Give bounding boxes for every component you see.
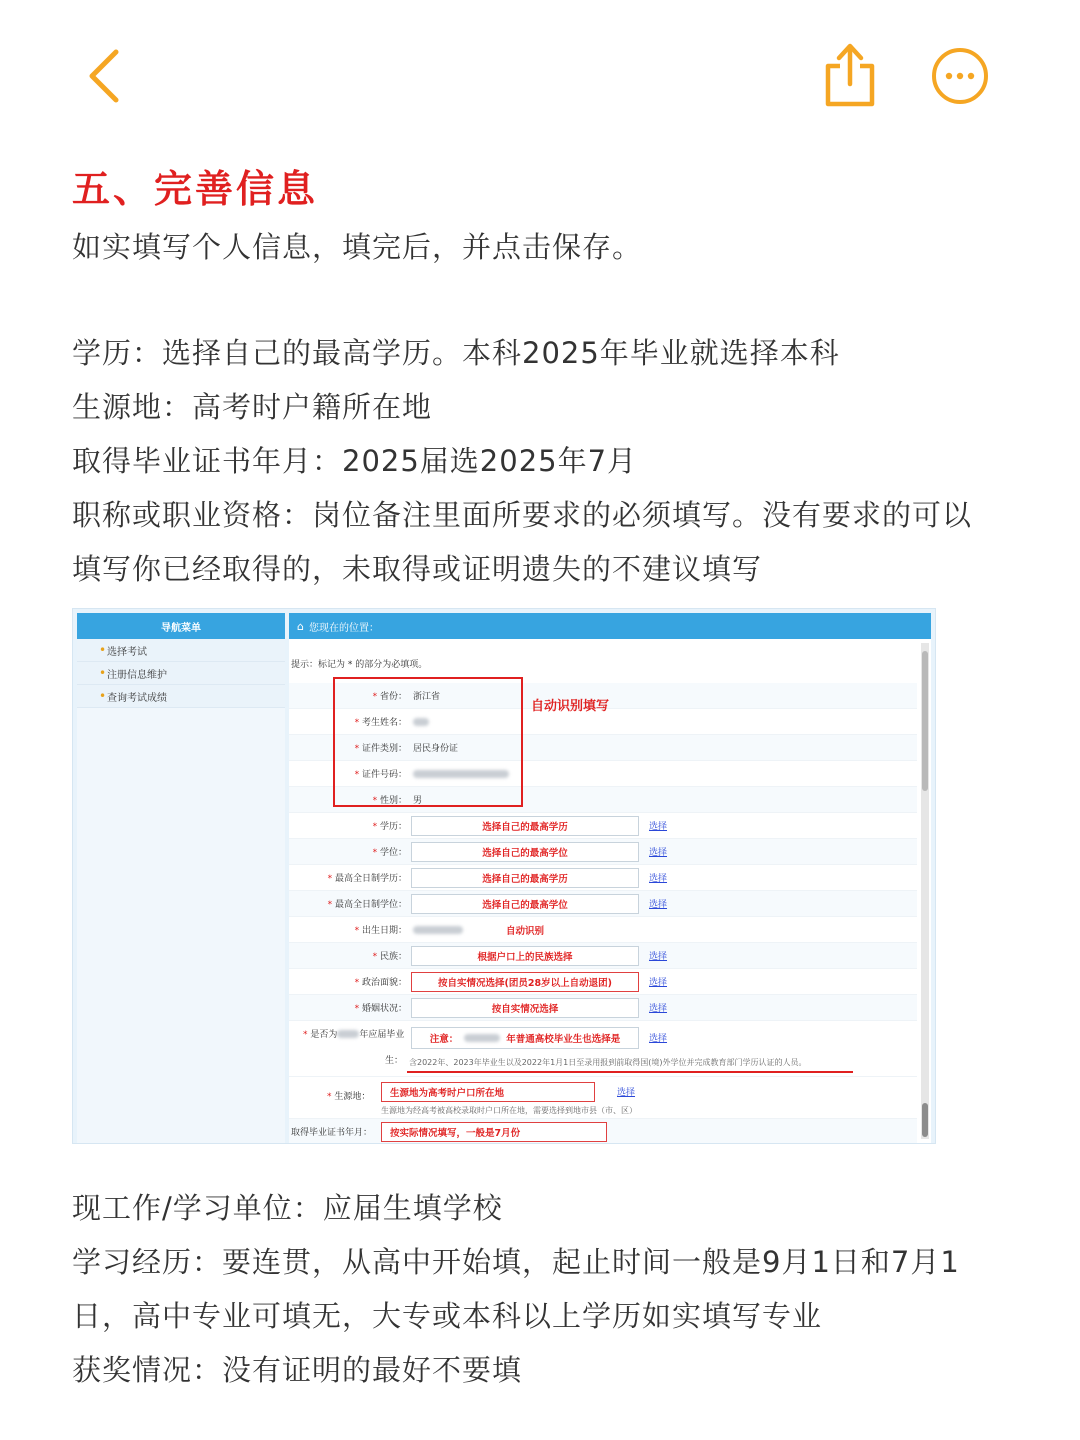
required-tip: 提示：标记为 * 的部分为必填项。 bbox=[291, 660, 428, 670]
scrollbar bbox=[921, 643, 929, 1139]
text-line: 获奖情况：没有证明的最好不要填 bbox=[72, 1353, 523, 1387]
more-icon bbox=[928, 44, 992, 108]
sidebar-title: 导航菜单 bbox=[77, 613, 285, 639]
home-icon: ⌂ bbox=[297, 619, 304, 633]
origin-note: 生源地为经高考被高校录取时户口所在地，需要选择到地市县（市、区） bbox=[381, 1106, 637, 1115]
pick-link: 选择 bbox=[649, 952, 668, 962]
form-row: * 民族： 根据户口上的民族选择 选择 bbox=[289, 943, 917, 969]
origin-select: 生源地为高考时户口所在地 bbox=[381, 1082, 595, 1102]
certificate-date-input: 按实际情况填写，一般是7月份 bbox=[381, 1122, 607, 1142]
form-row: * 证件类别： 居民身份证 bbox=[289, 735, 917, 761]
text-line: 职称或职业资格：岗位备注里面所要求的必须填写。没有要求的可以 bbox=[72, 498, 973, 532]
location-bar bbox=[289, 613, 931, 639]
field-label: 生： bbox=[385, 1056, 404, 1066]
top-nav-bar bbox=[0, 0, 1080, 150]
sidebar-item: • 注册信息维护 bbox=[77, 662, 285, 685]
field-value: 浙江省 bbox=[413, 692, 441, 702]
pick-link: 选择 bbox=[649, 822, 668, 832]
section-heading: 五、完善信息 bbox=[72, 167, 319, 211]
form-row: * 省份： 浙江省 bbox=[289, 683, 917, 709]
location-text: 您现在的位置： bbox=[308, 622, 379, 634]
sidebar-nav bbox=[77, 613, 285, 1143]
intro-text: 如实填写个人信息，填完后，并点击保存。 bbox=[72, 230, 643, 264]
instructions-block-2 bbox=[72, 1181, 960, 1397]
form-row: * 出生日期： 自动识别 bbox=[289, 917, 917, 943]
form-row: * 性别： 男 bbox=[289, 787, 917, 813]
hint-text: 年普通高校毕业生也选择是 bbox=[506, 1034, 621, 1045]
field-label: 民族： bbox=[379, 952, 407, 962]
sidebar-item: • 查询考试成绩 bbox=[77, 685, 285, 708]
field-label: 生源地： bbox=[334, 1092, 371, 1102]
fulltime-education-select: 选择自己的最高学历 bbox=[411, 868, 639, 888]
field-label: 婚姻状况： bbox=[361, 1004, 407, 1014]
form-row bbox=[289, 1119, 917, 1144]
pick-link: 选择 bbox=[649, 848, 668, 858]
sidebar-item: • 选择考试 bbox=[77, 639, 285, 662]
more-button[interactable] bbox=[928, 44, 992, 108]
form-row: * 生源地： 生源地为高考时户口所在地 选择 生源地为经高考被高校录取时户口所在地，需要选择到地市县（市、区） bbox=[289, 1079, 917, 1119]
field-label: 证件类别： bbox=[361, 744, 407, 754]
field-label: 出生日期： bbox=[361, 926, 407, 936]
text-line: 学习经历：要连贯，从高中开始填，起止时间一般是9月1日和7月1 bbox=[72, 1245, 960, 1279]
field-label: 学位： bbox=[379, 848, 407, 858]
auto-fill-annotation: 自动识别填写 bbox=[531, 699, 610, 714]
field-label: 省份： bbox=[379, 692, 407, 702]
pick-link: 选择 bbox=[649, 1004, 668, 1014]
text-line: 日，高中专业可填无，大专或本科以上学历如实填写专业 bbox=[72, 1299, 823, 1333]
field-label: 年应届毕业 bbox=[359, 1030, 405, 1040]
form-row: * 是否为 年应届毕业 生： 注意： 年普通高校毕业生也选择是 选择 含2022年、2023年毕业生以及2022年1月1日至录用报到前取得国(境)外学位并完成教育部门学历认证的人员。 bbox=[289, 1021, 917, 1077]
field-label: 学历： bbox=[379, 822, 407, 832]
birth-auto-hint: 自动识别 bbox=[505, 926, 544, 937]
field-label: 取得毕业证书年月： bbox=[291, 1128, 373, 1138]
pick-link: 选择 bbox=[649, 900, 668, 910]
pick-link: 选择 bbox=[617, 1088, 636, 1098]
text-line: 现工作/学习单位：应届生填学校 bbox=[72, 1191, 503, 1225]
fulltime-degree-select: 选择自己的最高学位 bbox=[411, 894, 639, 914]
form-row: * 证件号码： bbox=[289, 761, 917, 787]
form-row: * 婚姻状况： 按自实情况选择 选择 bbox=[289, 995, 917, 1021]
form-row: * 政治面貌： 按自实情况选择(团员28岁以上自动退团) 选择 bbox=[289, 969, 917, 995]
field-value: 男 bbox=[413, 796, 423, 806]
back-button[interactable] bbox=[78, 44, 138, 108]
field-label: 最高全日制学位： bbox=[334, 900, 407, 910]
fresh-graduate-note: 含2022年、2023年毕业生以及2022年1月1日至录用报到前取得国(境)外学位并完成教育部门学历认证的人员。 bbox=[409, 1058, 807, 1067]
form-row: * 学位： 选择自己的最高学位 选择 bbox=[289, 839, 917, 865]
auto-fill-highlight bbox=[333, 677, 523, 807]
ethnic-select: 根据户口上的民族选择 bbox=[411, 946, 639, 966]
marital-select: 按自实情况选择 bbox=[411, 998, 639, 1018]
education-select: 选择自己的最高学历 bbox=[411, 816, 639, 836]
field-label: 考生姓名： bbox=[361, 718, 407, 728]
degree-select: 选择自己的最高学位 bbox=[411, 842, 639, 862]
field-value: 居民身份证 bbox=[413, 744, 459, 754]
form-row: * 考生姓名： bbox=[289, 709, 917, 735]
form-row: * 最高全日制学位： 选择自己的最高学位 选择 bbox=[289, 891, 917, 917]
form-row: * 学历： 选择自己的最高学历 选择 bbox=[289, 813, 917, 839]
note-underline bbox=[407, 1071, 853, 1073]
chevron-left-icon bbox=[78, 44, 138, 108]
form-panel bbox=[289, 613, 931, 1143]
form-row: * 最高全日制学历： 选择自己的最高学历 选择 bbox=[289, 865, 917, 891]
pick-link: 选择 bbox=[649, 874, 668, 884]
hint-text: 注意： bbox=[429, 1034, 459, 1045]
pick-link: 选择 bbox=[649, 1034, 668, 1044]
fresh-graduate-select bbox=[411, 1027, 639, 1049]
share-icon bbox=[822, 40, 878, 110]
field-label: 最高全日制学历： bbox=[334, 874, 407, 884]
text-line: 学历：选择自己的最高学历。本科2025年毕业就选择本科 bbox=[72, 336, 840, 370]
political-select: 按自实情况选择(团员28岁以上自动退团) bbox=[411, 972, 639, 992]
form-screenshot-image bbox=[72, 608, 936, 1144]
pick-link: 选择 bbox=[649, 978, 668, 988]
field-label: 证件号码： bbox=[361, 770, 407, 780]
field-label: 政治面貌： bbox=[361, 978, 407, 988]
field-label: 是否为 bbox=[310, 1030, 338, 1040]
share-button[interactable] bbox=[822, 40, 878, 110]
text-line: 填写你已经取得的，未取得或证明遗失的不建议填写 bbox=[72, 552, 763, 586]
instructions-block-1 bbox=[72, 326, 972, 596]
text-line: 生源地：高考时户籍所在地 bbox=[72, 390, 433, 424]
text-line: 取得毕业证书年月：2025届选2025年7月 bbox=[72, 444, 638, 478]
field-label: 性别： bbox=[379, 796, 407, 806]
